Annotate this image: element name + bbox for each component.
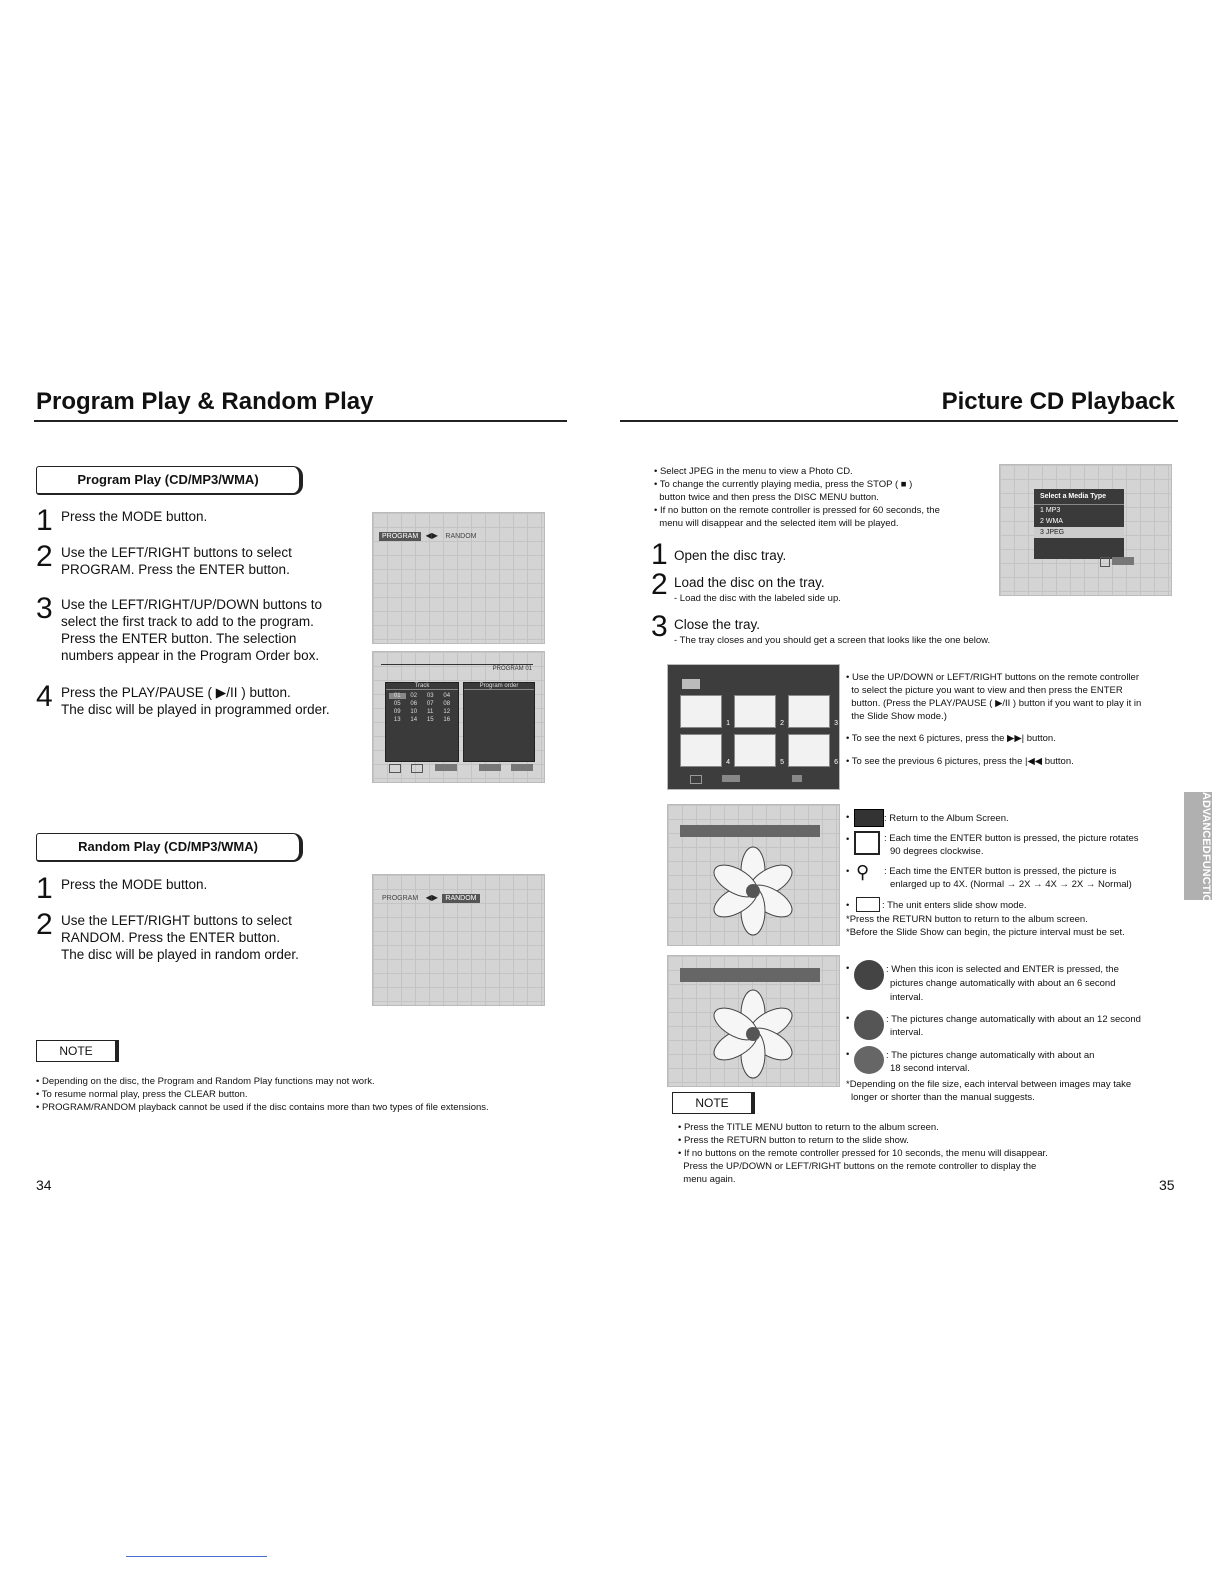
program-option: PROGRAM <box>382 895 419 902</box>
photo-thumbnail[interactable] <box>680 734 730 767</box>
zoom-icon-desc <box>846 863 1186 897</box>
step-subtext: - Load the disc with the labeled side up. <box>674 593 841 604</box>
step-text: The disc will be played in programmed order. <box>61 702 330 717</box>
intro-line: • If no button on the remote controller is pressed for 60 seconds, the <box>654 505 940 516</box>
program-track-screen <box>372 651 545 783</box>
album-screen-icon <box>854 809 884 827</box>
track-number[interactable]: 13 <box>393 717 401 723</box>
note-item: • To resume normal play, press the CLEAR button. <box>36 1089 248 1100</box>
thumbnail-number: 6 <box>834 759 838 766</box>
step-text: Use the LEFT/RIGHT buttons to select <box>61 913 292 928</box>
step-number: 3 <box>651 610 668 643</box>
step-number: 4 <box>36 680 53 713</box>
track-number[interactable]: 14 <box>410 717 418 723</box>
note-item: menu again. <box>678 1174 736 1185</box>
track-number[interactable]: 10 <box>410 709 418 715</box>
icon-descriptions <box>846 809 1186 939</box>
interval-18-desc <box>846 1046 1186 1078</box>
interval-note: *Before the Slide Show can begin, the picture interval must be set. <box>846 927 1125 938</box>
button-icon <box>722 775 740 782</box>
program-steps <box>36 506 346 722</box>
step-text: Press the ENTER button. The selection <box>61 631 297 646</box>
header-rule <box>381 664 533 665</box>
album-icon-desc <box>846 809 1186 829</box>
step-text: Close the tray. <box>674 617 761 632</box>
interval-depends-note: longer or shorter than the manual suggests. <box>851 1092 1035 1103</box>
slideshow-screen <box>667 955 840 1087</box>
bullet: • <box>846 900 850 911</box>
note-item: • Depending on the disc, the Program and Random Play functions may not work. <box>36 1076 375 1087</box>
left-right-arrows-icon: ◀▶ <box>425 531 438 540</box>
left-right-arrows-icon: ◀▶ <box>425 893 438 902</box>
step-text: numbers appear in the Program Order box. <box>61 648 320 663</box>
program-step-2 <box>36 542 346 594</box>
step-text: RANDOM. Press the ENTER button. <box>61 930 281 945</box>
picture-step-2 <box>651 570 1051 612</box>
step-text: Press the MODE button. <box>61 877 208 892</box>
album-desc-line: to select the picture you want to view and then press the ENTER <box>846 685 1123 696</box>
bullet: • <box>846 866 850 877</box>
thumbnail-number: 5 <box>780 759 784 766</box>
flower-image <box>698 841 808 941</box>
album-desc-line: the Slide Show mode.) <box>846 711 947 722</box>
bullet: • <box>846 834 850 845</box>
icon-desc-text: : Each time the ENTER button is pressed, the picture rotates <box>884 833 1139 844</box>
step-text: Press the MODE button. <box>61 509 208 524</box>
navigation-icon <box>1100 557 1110 567</box>
thumbnail-grid <box>680 695 838 767</box>
photo-thumbnail[interactable] <box>734 734 784 767</box>
track-number[interactable]: 08 <box>443 701 451 707</box>
left-title-rule <box>34 420 567 422</box>
step-text: Use the LEFT/RIGHT buttons to select <box>61 545 292 560</box>
left-note-label: NOTE <box>36 1040 119 1062</box>
button-icon <box>1112 557 1134 565</box>
intro-line: • Select JPEG in the menu to view a Photo CD. <box>654 466 853 477</box>
bullet: • <box>846 1049 850 1060</box>
zoom-icon: ⚲ <box>856 862 870 882</box>
left-page-number: 34 <box>36 1177 52 1193</box>
right-page-title: Picture CD Playback <box>941 388 1175 415</box>
step-text: select the first track to add to the program. <box>61 614 314 629</box>
track-number[interactable]: 09 <box>393 709 401 715</box>
track-number[interactable]: 01 <box>389 693 406 699</box>
note-item: • Press the TITLE MENU button to return to the album screen. <box>678 1122 939 1133</box>
thumbnail-number: 4 <box>726 759 730 766</box>
next-pictures-text: • To see the next 6 pictures, press the ▶▶| button. <box>846 733 1056 744</box>
interval-text: 18 second interval. <box>890 1063 970 1074</box>
photo-thumbnail[interactable] <box>788 734 838 767</box>
album-icon <box>682 679 700 689</box>
step-text: Open the disc tray. <box>674 548 787 563</box>
picture-steps <box>651 540 1051 648</box>
note-item: • Press the RETURN button to return to the slide show. <box>678 1135 909 1146</box>
track-number[interactable]: 04 <box>443 693 451 699</box>
program-select-screen <box>372 512 545 644</box>
album-description <box>846 671 1186 768</box>
program-order-panel <box>463 682 535 762</box>
return-note: *Press the RETURN button to return to the album screen. <box>846 914 1088 925</box>
flower-image <box>698 984 808 1084</box>
rotate-icon <box>854 831 880 855</box>
icon-desc-text: enlarged up to 4X. (Normal → 2X → 4X → 2X → Normal) <box>890 879 1132 890</box>
link-underline <box>126 1556 267 1557</box>
album-desc-line: button. (Press the PLAY/PAUSE ( ▶/II ) button if you want to play it in <box>846 698 1142 709</box>
interval-text: : When this icon is selected and ENTER is pressed, the <box>886 964 1119 975</box>
timer-12-icon <box>854 1010 884 1040</box>
icon-desc-text: : Each time the ENTER button is pressed, the picture is <box>884 866 1117 877</box>
track-number[interactable]: 16 <box>443 717 451 723</box>
random-option: RANDOM <box>442 894 479 903</box>
media-menu-item-selected: 3 JPEG <box>1034 527 1124 538</box>
slideshow-icon-desc <box>846 897 1186 913</box>
photo-thumbnail[interactable] <box>680 695 730 728</box>
step-text: PROGRAM. Press the ENTER button. <box>61 562 290 577</box>
thumbnail-number: 2 <box>780 720 784 727</box>
picture-step-1 <box>651 540 1051 570</box>
random-play-label: Random Play (CD/MP3/WMA) <box>36 833 303 862</box>
random-step-1 <box>36 874 346 908</box>
track-number[interactable]: 02 <box>410 693 418 699</box>
bullet: • <box>846 812 850 823</box>
play-icon <box>411 764 423 773</box>
note-item: • If no buttons on the remote controller pressed for 10 seconds, the menu will disappear. <box>678 1148 1048 1159</box>
note-item: Press the UP/DOWN or LEFT/RIGHT buttons on the remote controller to display the <box>678 1161 1037 1172</box>
interval-text: : The pictures change automatically with about an 12 second <box>886 1014 1141 1025</box>
step-text: Load the disc on the tray. <box>674 575 825 590</box>
rotate-icon-desc <box>846 831 1186 859</box>
interval-depends-note: *Depending on the file size, each interval between images may take <box>846 1079 1132 1090</box>
media-menu-item: 2 WMA <box>1040 518 1063 525</box>
slideshow-icon <box>856 897 880 912</box>
program-step-3 <box>36 594 346 682</box>
picture-step-3 <box>651 612 1051 648</box>
step-number: 2 <box>651 568 668 601</box>
random-select-screen <box>372 874 545 1006</box>
button-icon <box>792 775 802 782</box>
button-icon <box>479 764 501 771</box>
intro-line: button twice and then press the DISC MENU button. <box>654 492 879 503</box>
bullet: • <box>846 963 850 974</box>
step-number: 1 <box>36 872 53 905</box>
interval-12-desc <box>846 1010 1186 1046</box>
track-number[interactable]: 07 <box>426 701 434 707</box>
bullet: • <box>846 1013 850 1024</box>
screen-footer-icons <box>383 764 535 772</box>
step-number: 3 <box>36 592 53 625</box>
interval-6-desc <box>846 960 1186 1010</box>
right-title-rule <box>620 420 1178 422</box>
intro-line: • To change the currently playing media, press the STOP ( ■ ) <box>654 479 913 490</box>
right-notes <box>678 1121 1158 1186</box>
album-desc-line: • Use the UP/DOWN or LEFT/RIGHT buttons on the remote controller <box>846 672 1140 683</box>
intro-notes <box>654 465 994 530</box>
track-panel-title: Track <box>386 683 458 690</box>
left-page-title: Program Play & Random Play <box>36 388 374 415</box>
step-subtext: - The tray closes and you should get a screen that looks like the one below. <box>674 635 991 646</box>
icon-desc-text: : The unit enters slide show mode. <box>882 900 1027 911</box>
track-grid <box>386 690 458 726</box>
track-number[interactable]: 12 <box>443 709 451 715</box>
interval-descriptions <box>846 960 1186 1104</box>
program-step-4 <box>36 682 346 722</box>
step-number: 2 <box>36 540 53 573</box>
timer-18-icon <box>854 1046 884 1074</box>
navigation-icon <box>389 764 401 773</box>
interval-text: interval. <box>890 992 924 1003</box>
track-number[interactable]: 06 <box>410 701 418 707</box>
random-step-2 <box>36 910 346 970</box>
mode-bar <box>379 525 480 543</box>
mode-bar <box>379 887 480 905</box>
interval-text: pictures change automatically with about an 6 second <box>890 978 1116 989</box>
icon-desc-text: : Return to the Album Screen. <box>884 813 1009 824</box>
album-footer-icons <box>682 775 832 783</box>
right-page-number: 35 <box>1159 1177 1175 1193</box>
advanced-functions-tab <box>1184 792 1212 918</box>
program-option: PROGRAM <box>379 532 421 541</box>
note-item: • PROGRAM/RANDOM playback cannot be used if the disc contains more than two types of file extensions. <box>36 1102 489 1113</box>
track-number[interactable]: 05 <box>393 701 401 707</box>
interval-menu-bar <box>680 968 820 982</box>
track-panel <box>385 682 459 762</box>
photo-thumbnail[interactable] <box>788 695 838 728</box>
track-number[interactable]: 03 <box>426 693 434 699</box>
step-number: 2 <box>36 908 53 941</box>
prev-pictures-text: • To see the previous 6 pictures, press the |◀◀ button. <box>846 756 1074 767</box>
program-step-1 <box>36 506 346 540</box>
step-text: Use the LEFT/RIGHT/UP/DOWN buttons to <box>61 597 323 612</box>
step-text: Press the PLAY/PAUSE ( ▶/II ) button. <box>61 685 291 700</box>
step-text: The disc will be played in random order. <box>61 947 299 962</box>
media-menu-item: 1 MP3 <box>1040 507 1061 514</box>
program-play-label: Program Play (CD/MP3/WMA) <box>36 466 303 495</box>
random-option: RANDOM <box>445 533 477 540</box>
step-number: 1 <box>36 504 53 537</box>
side-tab-label: ADVANCED <box>1200 792 1212 854</box>
interval-text: : The pictures change automatically with about an <box>886 1050 1095 1061</box>
track-number[interactable]: 15 <box>426 717 434 723</box>
program-order-title: Program order <box>464 683 534 690</box>
track-number[interactable]: 11 <box>427 709 434 715</box>
album-screen <box>667 664 840 790</box>
icon-desc-text: 90 degrees clockwise. <box>890 846 984 857</box>
interval-text: interval. <box>890 1027 924 1038</box>
side-tab-label: FUNCTIONS <box>1200 853 1212 918</box>
button-icon <box>435 764 457 771</box>
picture-menu-bar <box>680 825 820 837</box>
thumbnail-number: 3 <box>834 720 838 727</box>
media-menu-title: Select a Media Type <box>1034 489 1124 505</box>
right-note-label: NOTE <box>672 1092 755 1114</box>
photo-thumbnail[interactable] <box>734 695 784 728</box>
button-icon <box>511 764 533 771</box>
random-steps <box>36 874 346 970</box>
left-notes <box>36 1075 566 1114</box>
navigation-icon <box>690 775 702 784</box>
intro-line: menu will disappear and the selected item will be played. <box>654 518 899 529</box>
step-number: 1 <box>651 538 668 571</box>
program-number-label: PROGRAM 01 <box>492 666 532 672</box>
timer-6-icon <box>854 960 884 990</box>
picture-view-screen <box>667 804 840 946</box>
thumbnail-number: 1 <box>726 720 730 727</box>
